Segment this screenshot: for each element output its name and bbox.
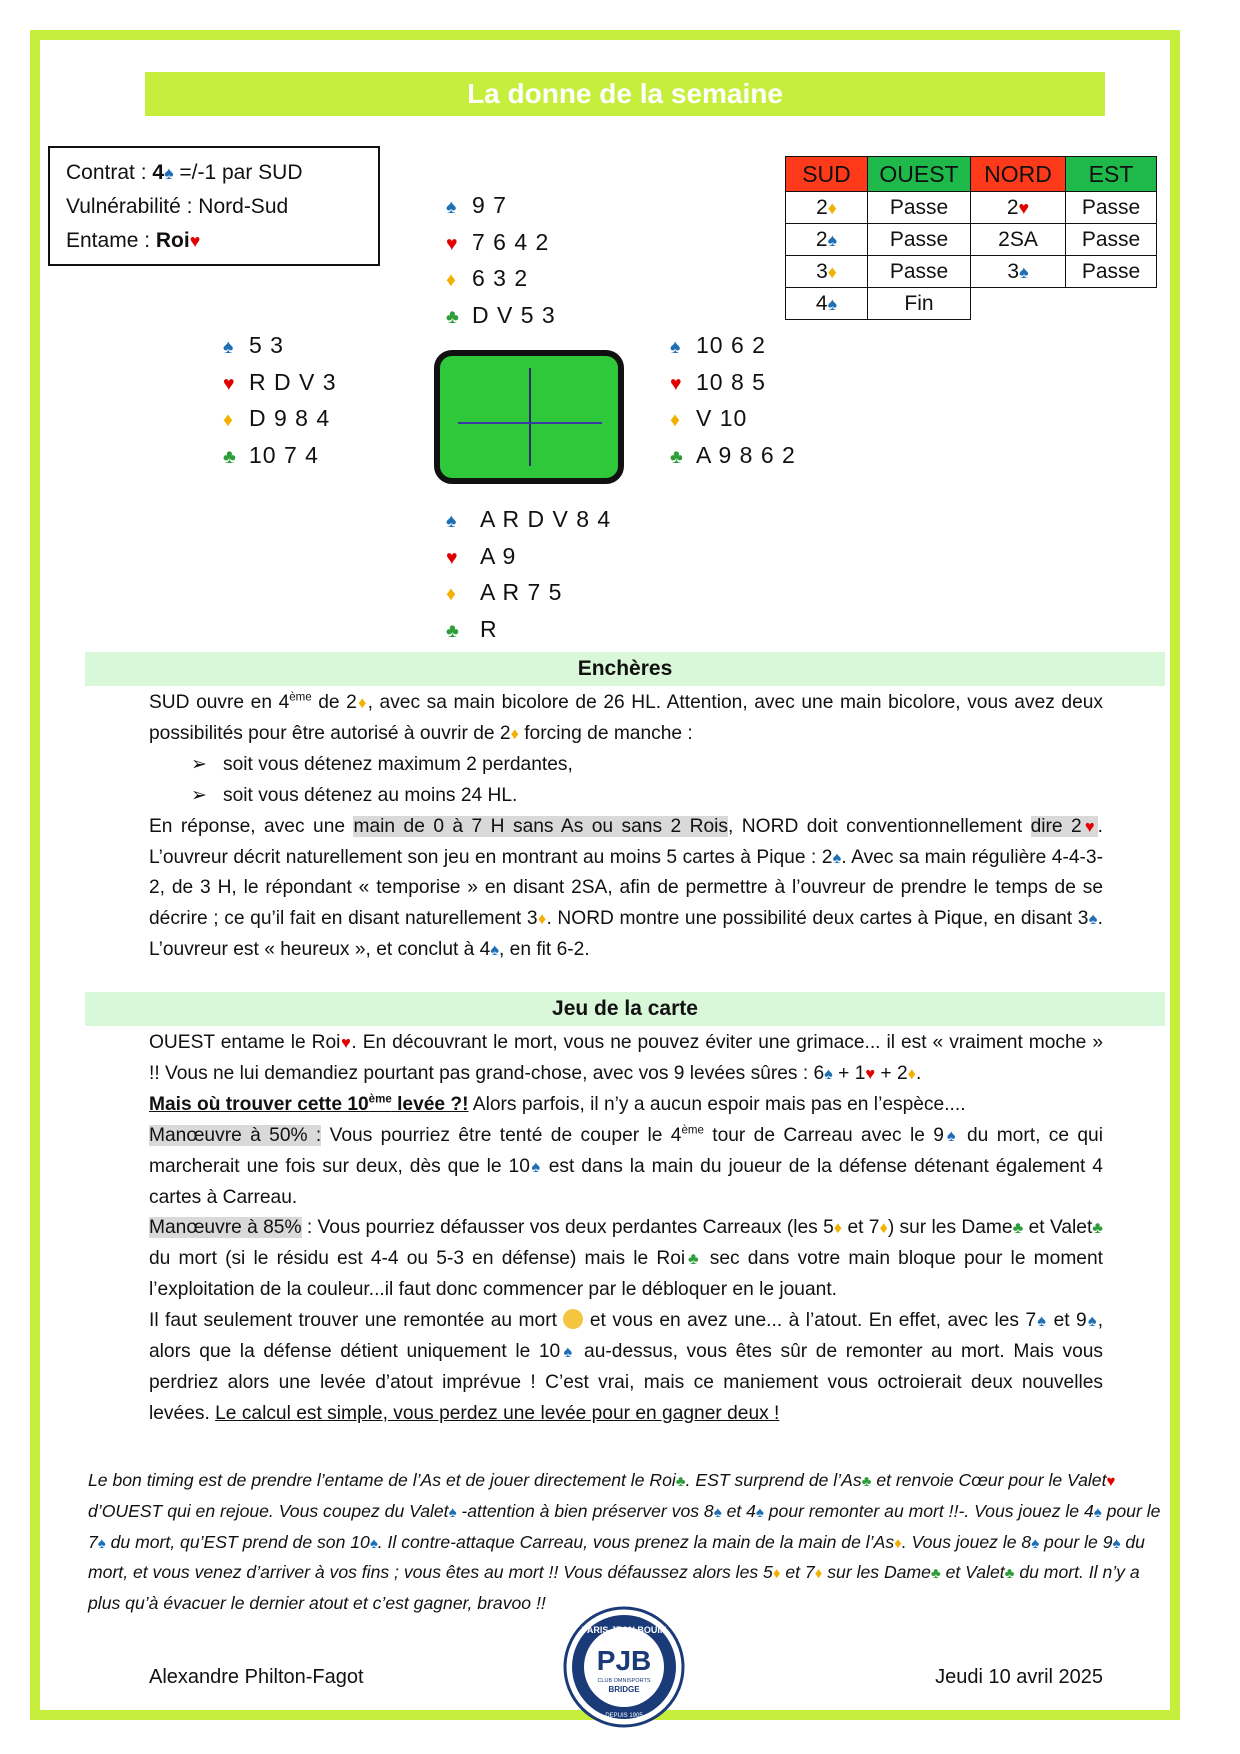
spade-icon: ♠ xyxy=(97,1534,106,1552)
diamond-icon: ♦ xyxy=(446,269,457,291)
winking-face-icon xyxy=(563,1309,583,1329)
svg-text:BRIDGE: BRIDGE xyxy=(608,1685,640,1694)
east-clubs: A 9 8 6 2 xyxy=(696,441,796,468)
spade-icon: ♠ xyxy=(1031,1534,1040,1552)
heart-icon: ♥ xyxy=(670,372,683,395)
section-title-jeu: Jeu de la carte xyxy=(85,992,1165,1026)
club-icon: ♣ xyxy=(223,445,237,468)
east-diamonds: V 10 xyxy=(696,405,748,431)
west-diamonds: D 9 8 4 xyxy=(249,405,331,431)
header-sud: SUD xyxy=(786,157,868,192)
author: Alexandre Philton-Fagot xyxy=(149,1666,364,1688)
date: Jeudi 10 avril 2025 xyxy=(935,1666,1103,1688)
club-icon: ♣ xyxy=(446,305,460,328)
spade-icon: ♠ xyxy=(529,1157,542,1176)
encheres-text: SUD ouvre en 4ème de 2♦, avec sa main bicolore de 26 HL. Attention, avec une main bicolore, vous avez deux possibilités pour être autorisé à ouvrir de 2♦ forcing de manche : ➢ soit vous détenez maximum 2 perdantes, ➢ soit vous détenez au moins 24 HL. En réponse, avec une main de 0 à 7 H sans As ou sans 2 Rois, NORD doit conventionnellement dire 2♥. L’ouvreur décrit naturellement son jeu en montrant au moins 5 cartes à Pique : 2♠. Avec sa main régulière 4-4-3-2, de 3 H, le répondant « temporise » en disant 2SA, afin de permettre à l’ouvreur de prendre le temps de se décrire ; ce qu’il fait en disant naturellement 3♦. NORD montre une possibilité deux cartes à Pique, en disant 3♠. L’ouvreur est « heureux », et conclut à 4♠, en fit 6-2. xyxy=(149,688,1103,966)
club-icon: ♣ xyxy=(1092,1219,1103,1238)
south-spades: A R D V 8 4 xyxy=(480,506,612,532)
bridge-table-icon xyxy=(434,350,624,484)
east-hearts: 10 8 5 xyxy=(696,368,766,395)
heart-icon: ♥ xyxy=(446,232,459,255)
diamond-icon: ♦ xyxy=(670,409,681,431)
spade-icon: ♠ xyxy=(223,336,235,358)
spade-icon: ♠ xyxy=(1088,910,1098,929)
club-icon: ♣ xyxy=(670,445,684,468)
heart-icon: ♥ xyxy=(1018,197,1030,218)
heart-icon: ♥ xyxy=(223,372,236,395)
spade-icon: ♠ xyxy=(827,293,838,314)
club-icon: ♣ xyxy=(861,1473,872,1490)
spade-icon: ♠ xyxy=(755,1503,764,1521)
header-nord: NORD xyxy=(971,157,1066,192)
heart-icon: ♥ xyxy=(446,546,459,569)
diamond-icon: ♦ xyxy=(446,583,457,605)
lead-line: Entame : Roi♥ xyxy=(66,229,201,252)
club-icon: ♣ xyxy=(1004,1565,1015,1583)
table-row: 2♦ Passe 2♥ Passe xyxy=(786,192,1157,224)
diamond-icon: ♦ xyxy=(907,1064,916,1083)
table-row: 2♠ Passe 2SA Passe xyxy=(786,224,1157,256)
heart-icon: ♥ xyxy=(1106,1473,1116,1490)
spade-icon: ♠ xyxy=(670,336,682,358)
svg-text:DEPUIS 1905: DEPUIS 1905 xyxy=(605,1713,643,1719)
spade-icon: ♠ xyxy=(1093,1503,1102,1521)
diamond-icon: ♦ xyxy=(356,694,368,712)
club-icon: ♣ xyxy=(446,619,460,642)
spade-icon: ♠ xyxy=(827,229,838,250)
section-title-encheres: Enchères xyxy=(85,652,1165,686)
south-hearts: A 9 xyxy=(480,542,517,569)
spade-icon: ♠ xyxy=(448,1503,457,1521)
north-clubs: D V 5 3 xyxy=(472,301,556,328)
spade-icon: ♠ xyxy=(446,510,458,532)
vulnerability-line: Vulnérabilité : Nord-Sud xyxy=(66,195,289,218)
diamond-icon: ♦ xyxy=(814,1565,823,1583)
diamond-icon: ♦ xyxy=(827,261,837,282)
list-item: ➢ soit vous détenez au moins 24 HL. xyxy=(191,781,1103,812)
spade-icon: ♠ xyxy=(943,1126,959,1145)
club-icon: ♣ xyxy=(685,1250,702,1269)
spade-icon: ♠ xyxy=(446,196,458,218)
diamond-icon: ♦ xyxy=(879,1219,888,1238)
diamond-icon: ♦ xyxy=(537,910,547,929)
north-hand xyxy=(446,188,556,334)
club-icon: ♣ xyxy=(1012,1219,1024,1238)
spade-icon: ♠ xyxy=(1112,1534,1121,1552)
spade-icon: ♠ xyxy=(560,1343,576,1362)
jeu-text: OUEST entame le Roi♥. En découvrant le mort, vous ne pouvez éviter une grimace... il est « vraiment moche » !! Vous ne lui demandiez pourtant pas grand-chose, avec vos 9 levées sûres : 6♠ + 1♥ + 2♦. Mais où trouver cette 10ème levée ?! Alors parfois, il n’y a aucun espoir mais pas en l’espèce.... Manœuvre à 50% : Vous pourriez être tenté de couper le 4ème tour de Carreau avec le 9♠ du mort, ce qui marcherait une fois sur deux, dès que le 10♠ est dans la main du joueur de la défense détenant également 4 cartes à Carreau. Manœuvre à 85% : Vous pourriez défausser vos deux perdantes Carreaux (les 5♦ et 7♦) sur les Dame♣ et Valet♣ du mort (si le résidu est 4-4 ou 5-3 en défense) mais le Roi♣ sec dans votre main bloque pour le moment l’exploitation de la couleur...il faut donc commencer par le débloquer en le jouant. Il faut seulement trouver une remontée au mort et vous en avez une... à l’atout. En effet, avec les 7♠ et 9♠, alors que la défense détient uniquement le 10♠ au-dessus, vous êtes sûr de remonter au mort. Mais vous perdriez alors une levée d’atout imprévue ! C’est vrai, mais ce maniement vous octroierait deux nouvelles levées. Le calcul est simple, vous perdez une levée pour en gagner deux ! xyxy=(149,1032,1104,1424)
header-ouest: OUEST xyxy=(868,157,971,192)
diamond-icon: ♦ xyxy=(772,1565,781,1583)
spade-icon: ♠ xyxy=(832,848,842,867)
spade-icon: ♠ xyxy=(1086,1312,1098,1331)
south-diamonds: A R 7 5 xyxy=(480,579,563,605)
west-hearts: R D V 3 xyxy=(249,368,337,395)
svg-text:PJB: PJB xyxy=(596,1645,652,1676)
table-row: 4♠ Fin xyxy=(786,288,1157,320)
diamond-icon: ♦ xyxy=(833,1219,843,1238)
west-hand xyxy=(223,328,337,474)
west-spades: 5 3 xyxy=(249,332,284,358)
club-logo xyxy=(563,1606,685,1728)
contract-box xyxy=(48,146,380,266)
diamond-icon: ♦ xyxy=(223,409,234,431)
south-clubs: R xyxy=(480,615,498,642)
spade-icon: ♠ xyxy=(713,1503,722,1521)
heart-icon: ♥ xyxy=(1081,817,1098,836)
list-item: ➢ soit vous détenez maximum 2 perdantes, xyxy=(191,750,1103,781)
spade-icon: ♠ xyxy=(824,1064,833,1083)
west-clubs: 10 7 4 xyxy=(249,441,319,468)
bidding-table xyxy=(785,156,1157,320)
north-diamonds: 6 3 2 xyxy=(472,265,529,291)
spade-icon: ♠ xyxy=(1019,261,1029,282)
club-icon: ♣ xyxy=(675,1473,686,1490)
diamond-icon: ♦ xyxy=(894,1534,902,1552)
svg-text:PARIS JEAN BOUIN: PARIS JEAN BOUIN xyxy=(581,1625,667,1635)
table-row: 3♦ Passe 3♠ Passe xyxy=(786,256,1157,288)
contract-line: Contrat : 4♠ =/-1 par SUD xyxy=(66,161,303,184)
svg-text:CLUB OMNISPORTS: CLUB OMNISPORTS xyxy=(597,1678,651,1684)
spade-icon: ♠ xyxy=(1036,1312,1048,1331)
spade-icon: ♠ xyxy=(164,163,174,183)
south-hand xyxy=(446,502,611,648)
east-hand xyxy=(670,328,796,474)
page-title: La donne de la semaine xyxy=(145,72,1105,116)
diamond-icon: ♦ xyxy=(827,197,837,218)
north-hearts: 7 6 4 2 xyxy=(472,228,550,255)
heart-icon: ♥ xyxy=(865,1064,876,1083)
header-est: EST xyxy=(1066,157,1157,192)
club-icon: ♣ xyxy=(930,1565,941,1583)
conclusion-text: Le bon timing est de prendre l’entame de l’As et de jouer directement le Roi♣. EST surprend de l’As♣ et renvoie Cœur pour le Valet♥ d’OUEST qui en rejoue. Vous coupez du Valet♠ -attention à bien préserver vos 8♠ et 4♠ pour remonter au mort !!-. Vous jouez le 4♠ pour le 7♠ du mort, qu’EST prend de son 10♠. Il contre-attaque Carreau, vous prenez la main de la main de l’As♦. Vous jouez le 8♠ pour le 9♠ du mort, et vous venez d’arriver à vos fins ; vous êtes au mort !! Vous défaussez alors les 5♦ et 7♦ sur les Dame♣ et Valet♣ du mort. Il n’y a plus qu’à évacuer le dernier atout et c’est gagner, bravoo !! xyxy=(88,1470,1161,1614)
north-spades: 9 7 xyxy=(472,192,507,218)
spade-icon: ♠ xyxy=(490,941,499,960)
diamond-icon: ♦ xyxy=(510,724,519,743)
heart-icon: ♥ xyxy=(340,1034,352,1052)
spade-icon: ♠ xyxy=(369,1534,378,1552)
east-spades: 10 6 2 xyxy=(696,332,766,358)
heart-icon: ♥ xyxy=(189,231,201,251)
